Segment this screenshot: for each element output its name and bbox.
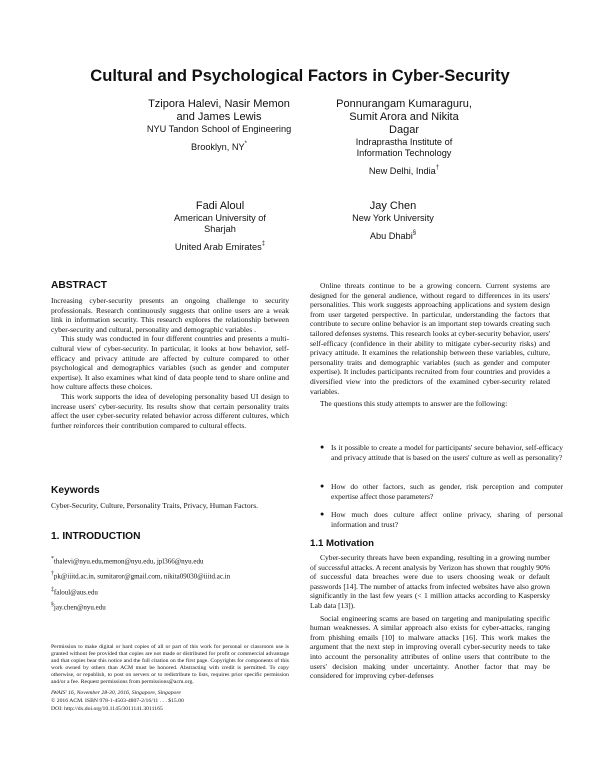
question-item: ● Is it possible to create a model for participants' secure behavior, self-efficacy and privacy attitude that is based on the users' culture as well as personality? (320, 443, 563, 462)
author-location: Abu Dhabi§ (369, 230, 417, 241)
introduction-heading: 1. INTRODUCTION (51, 531, 141, 542)
keywords-heading: Keywords (51, 485, 100, 496)
author-affiliation: New York University (352, 213, 434, 223)
author-names: Ponnurangam Kumaraguru, Sumit Arora and Nikita Dagar (336, 98, 472, 136)
footnote: *thalevi@nyu.edu,memon@nyu.edu, jpl366@nyu.edu (51, 556, 204, 566)
intro-paragraph: Online threats continue to be a growing concern. Current systems are designed for the general audience, without regard to differences in its users' personalities. This work suggests approaching applications and system design from user targeted perspective. In particular, understanding the factors that contribute to secure online behavior is an important step towards creating such tailored defenses systems. This research looks at cyber-security behavior, users' self-efficacy (confidence in their ability to mitigate cyber-security risks) and privacy attitude. It examines the relationship between these variables, culture, personality traits and demographic variables (such as gender and computer expertise). It includes participants recruited from four countries and provides a diversified view into the predictors of the examined cyber-security related variables. (310, 281, 550, 396)
abstract-paragraph: This study was conducted in four different countries and presents a multi-cultural view of cyber-security. In particular, it looks at how behavior, self-efficacy and privacy attitude are affected by culture compared to other psychological and demographics variables (such as gender and computer expertise). It also examines what kind of data people tend to share online and how culture affects these choices. (51, 334, 289, 392)
author-location: New Delhi, India† (368, 165, 440, 176)
author-affiliation: American University of Sharjah (174, 213, 266, 234)
paper-title: Cultural and Psychological Factors in Cyber-Security (90, 66, 510, 85)
bullet-icon: ● (320, 443, 325, 451)
keywords-text: Cyber-Security, Culture, Personality Traits, Privacy, Human Factors. (51, 501, 259, 510)
author-affiliation: Indraprastha Institute of Information Technology (355, 137, 453, 158)
footnote-mark: † (435, 165, 440, 171)
abstract-paragraph: Increasing cyber-security presents an ongoing challenge to security professionals. Research continuously suggests that online users are a weak link in information security. This research explores the relationship between cyber-security and cultural, personality and demographic variables . (51, 296, 289, 334)
motivation-paragraph: Social engineering scams are based on targeting and manipulating specific human weaknesses. A similar approach also exists for cyber-attacks, ranging from phishing emails [10] to malware attacks [16]. This work makes the argument that the next step in improving overall cyber-security needs to take into account the personality attributes of online users that contribute to the users' decision making under uncertainty. Another factor that may be considered for improving cyber-defenses (310, 613, 550, 681)
question-item: ● How much does culture affect online privacy, sharing of personal information and trust? (320, 510, 563, 529)
author-location: United Arab Emirates‡ (174, 241, 266, 252)
footnote: ‡faloul@aus.edu (51, 586, 98, 596)
author-names: Fadi Aloul (195, 200, 245, 212)
copyright: © 2016 ACM. ISBN 978-1-4503-4807-2/16/11 . . . $15.00 (51, 698, 184, 704)
author-block-iiitd (334, 98, 474, 177)
abstract-heading: ABSTRACT (51, 280, 108, 291)
venue: IWAIS' 16, November 28-30, 2016, Singapore, Singapore (51, 690, 181, 696)
footnote-mark: * (244, 141, 247, 147)
author-block-nyu (140, 98, 298, 153)
abstract-paragraph: This work supports the idea of developing personality based UI design to increase users' cyber-security. Its results show that certain personality traits affect the user cyber-security related behavior across different cultures, which further reinforces their contribution compared to cultural effects. (51, 391, 289, 430)
motivation-paragraph: Cyber-security threats have been expanding, resulting in a growing number of successful attacks. A recent analysis by Verizon has shown that roughly 90% of successful data breaches were due to users choosing weak or default passwords [14]. The number of attacks from infected websites have also grown significantly in the last few years (< 1 million attacks according to Kaspersky Lab data [13]). (310, 553, 550, 610)
footnote: †pk@iiitd.ac.in, sumitaror@gmail.com, nikita09030@iiitd.ac.in (51, 571, 231, 581)
author-block-nyuad (328, 200, 458, 242)
intro-body (310, 281, 550, 409)
author-names: Jay Chen (369, 200, 417, 212)
author-names: Tzipora Halevi, Nasir Memon and James Lewis (148, 98, 290, 123)
question-item: ● How do other factors, such as gender, risk perception and computer expertise affect those parameters? (320, 482, 563, 501)
intro-paragraph: The questions this study attempts to answer are the following: (320, 399, 508, 409)
doi: DOI: http://dx.doi.org/10.1145/3011141.3011165 (51, 706, 163, 712)
author-location: Brooklyn, NY* (191, 141, 247, 152)
footnote: §jay.chen@nyu.edu (51, 601, 106, 612)
permission-notice: Permission to make digital or hard copies of all or part of this work for personal or classroom use is granted without fee provided that copies are not made or distributed for profit or commercial advantage and that copies bear this notice and the full citation on the first page. Copyrights for components of this work owned by others than ACM must be honored. Abstracting with credit is permitted. To copy otherwise, or republish, to post on servers or to redistribute to lists, requires prior specific permission and/or a fee. Request permissions from permissions@acm.org. (51, 644, 289, 686)
abstract-body (51, 296, 289, 430)
author-affiliation: NYU Tandon School of Engineering (146, 124, 292, 134)
bullet-icon: ● (320, 482, 325, 490)
bullet-icon: ● (320, 510, 325, 518)
motivation-body (310, 553, 550, 681)
footnote-mark: § (412, 230, 417, 236)
author-block-aus (160, 200, 280, 253)
motivation-heading: 1.1 Motivation (310, 538, 374, 549)
footnote-mark: ‡ (261, 241, 266, 247)
footnotes (51, 555, 289, 612)
